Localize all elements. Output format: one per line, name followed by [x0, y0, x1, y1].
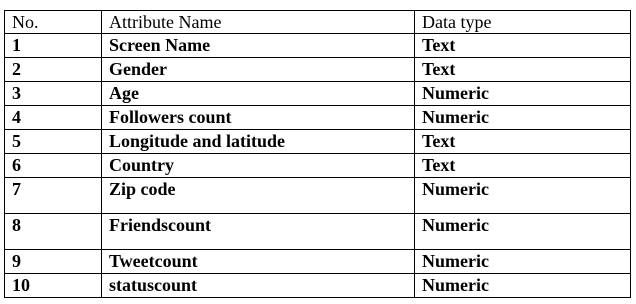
- cell-attribute-name: Country: [102, 154, 415, 178]
- cell-no: 10: [5, 274, 102, 298]
- cell-attribute-name: Followers count: [102, 106, 415, 130]
- cell-no: 9: [5, 250, 102, 274]
- table-header-row: [5, 11, 631, 34]
- header-no: No.: [5, 11, 102, 34]
- cell-data-type: Text: [415, 34, 631, 58]
- cell-no: 8: [5, 214, 102, 250]
- cell-attribute-name: Screen Name: [102, 34, 415, 58]
- cell-attribute-name: Longitude and latitude: [102, 130, 415, 154]
- cell-data-type: Numeric: [415, 82, 631, 106]
- table-row: [5, 154, 631, 178]
- cell-no: 3: [5, 82, 102, 106]
- cell-no: 2: [5, 58, 102, 82]
- cell-no: 6: [5, 154, 102, 178]
- table-row: [5, 34, 631, 58]
- cell-data-type: Numeric: [415, 250, 631, 274]
- cell-data-type: Numeric: [415, 178, 631, 214]
- cell-no: 5: [5, 130, 102, 154]
- cell-no: 4: [5, 106, 102, 130]
- cell-attribute-name: Zip code: [102, 178, 415, 214]
- cell-data-type: Text: [415, 130, 631, 154]
- cell-data-type: Text: [415, 58, 631, 82]
- cell-data-type: Numeric: [415, 214, 631, 250]
- table-row: [5, 214, 631, 250]
- cell-data-type: Numeric: [415, 274, 631, 298]
- cell-attribute-name: Tweetcount: [102, 250, 415, 274]
- header-attribute-name: Attribute Name: [102, 11, 415, 34]
- table-row: [5, 274, 631, 298]
- cell-attribute-name: statuscount: [102, 274, 415, 298]
- header-data-type: Data type: [415, 11, 631, 34]
- cell-attribute-name: Gender: [102, 58, 415, 82]
- table-row: [5, 82, 631, 106]
- cell-data-type: Text: [415, 154, 631, 178]
- cell-no: 7: [5, 178, 102, 214]
- cell-no: 1: [5, 34, 102, 58]
- attribute-table: [4, 10, 631, 298]
- table-row: [5, 250, 631, 274]
- table-row: [5, 106, 631, 130]
- table-row: [5, 178, 631, 214]
- table-row: [5, 58, 631, 82]
- cell-attribute-name: Age: [102, 82, 415, 106]
- table-row: [5, 130, 631, 154]
- cell-data-type: Numeric: [415, 106, 631, 130]
- cell-attribute-name: Friendscount: [102, 214, 415, 250]
